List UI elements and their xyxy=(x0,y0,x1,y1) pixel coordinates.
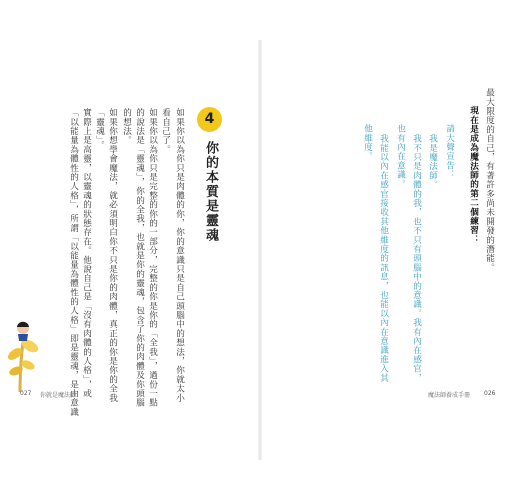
paragraph-line: 最大限度的自己，有著許多尚未開發的潛能。 xyxy=(484,88,495,272)
paragraph-line: 「靈魂」。 xyxy=(94,108,105,150)
chapter-title: 你的本質是靈魂 xyxy=(203,141,218,243)
paragraph-line: 如果你想學會魔法，就必須明白你不只是你的肉體，真正的你是你的全我 xyxy=(107,108,118,403)
right-page xyxy=(262,0,520,500)
paragraph-line: 如果你以為你只是肉體的你，你的意識只是自己頭腦中的想法，你就太小 xyxy=(174,108,185,403)
page-number: 026 xyxy=(484,390,496,397)
declaration-line: 我能以內在感官接收其他維度的訊息，也能以內在意識進入其 xyxy=(378,134,389,383)
running-title: 你就是魔法師 xyxy=(40,392,77,399)
declaration-line: 請大聲宣告： xyxy=(444,124,455,180)
chapter-number-badge: 4 xyxy=(197,107,222,132)
declaration-line: 我不只是肉體的我，也不只有頭腦中的意識。我有內在感官， xyxy=(411,134,422,383)
page-number: 027 xyxy=(20,390,32,397)
sprout-illustration xyxy=(6,318,40,392)
paragraph-line: 的想法。 xyxy=(121,108,132,145)
declaration-line: 也有內在意識。 xyxy=(395,124,406,189)
paragraph-line: 「以能量為體性的人格」，所謂「以能量為體性的人格」即是靈魂，是由意識 xyxy=(68,108,79,417)
paragraph-line: 如果你以為你只是完整的你的一部分，完整的你是你的「全我」，過份一點 xyxy=(147,108,158,408)
running-title: 魔法師養成手冊 xyxy=(428,392,471,399)
left-page xyxy=(0,0,258,500)
declaration-line: 我是魔法師。 xyxy=(427,134,438,190)
paragraph-line: 實際上是高靈，以靈魂的狀態存在。他說自己是「沒有肉體的人格」，或 xyxy=(81,108,92,399)
paragraph-line: 看自己了。 xyxy=(160,108,171,154)
exercise-heading: 現在是成為魔法師的第二個練習： xyxy=(468,106,479,244)
declaration-line: 他維度。 xyxy=(362,124,373,161)
paragraph-line: 的說法是「靈魂」，你的全我，也就是你的靈魂，包含了你的肉體及你頭腦 xyxy=(134,108,145,408)
